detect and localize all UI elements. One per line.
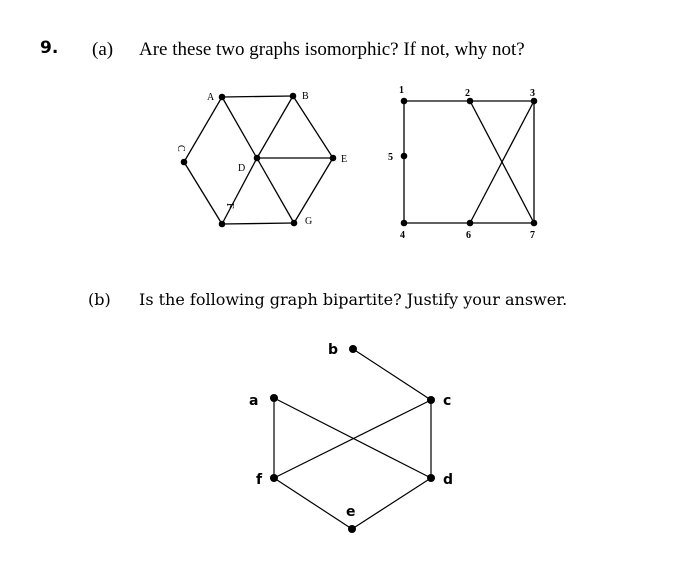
graph-2-vertices — [401, 98, 538, 227]
graph-1-vertices — [181, 93, 337, 228]
vertex-label-A: A — [207, 92, 215, 103]
part-a-label: (a) — [92, 39, 114, 60]
vertex-label-e: e — [346, 504, 356, 520]
vertex-label-2: 2 — [465, 88, 470, 99]
vertex-label-E: E — [341, 154, 348, 165]
vertex-a — [270, 394, 278, 402]
graph-3 — [274, 349, 431, 529]
vertex-C — [181, 159, 188, 166]
vertex-label-4: 4 — [400, 230, 405, 241]
edge-F-G — [222, 223, 294, 224]
vertex-label-1: 1 — [399, 85, 404, 96]
edge-b-c — [353, 349, 431, 400]
graph-1-labels — [175, 91, 347, 227]
vertex-1 — [401, 98, 408, 105]
vertex-label-F: F — [224, 203, 235, 209]
graph-2-labels — [388, 85, 535, 241]
vertex-b — [349, 345, 357, 353]
vertex-7 — [531, 220, 538, 227]
vertex-G — [291, 220, 298, 227]
edge-d-e — [352, 478, 431, 529]
edge-E-G — [294, 158, 333, 223]
edge-B-D — [257, 96, 293, 158]
vertex-4 — [401, 220, 408, 227]
vertex-f — [270, 474, 278, 482]
vertex-E — [330, 155, 337, 162]
vertex-d — [427, 474, 435, 482]
part-b-label: (b) — [88, 290, 111, 309]
edge-B-E — [293, 96, 333, 158]
vertex-D — [254, 155, 261, 162]
vertex-label-d: d — [443, 472, 454, 488]
vertex-label-3: 3 — [530, 88, 535, 99]
vertex-label-6: 6 — [466, 230, 471, 241]
vertex-label-5: 5 — [388, 152, 393, 163]
edge-C-F — [184, 162, 222, 224]
vertex-label-a: a — [249, 393, 259, 409]
vertex-B — [290, 93, 297, 100]
vertex-label-C: C — [175, 145, 186, 152]
edge-A-C — [184, 97, 222, 162]
part-b-question: Is the following graph bipartite? Justify your answer. — [139, 290, 568, 309]
vertex-A — [219, 94, 226, 101]
vertex-label-7: 7 — [530, 230, 535, 241]
graph-3-labels — [249, 342, 453, 520]
vertex-label-f: f — [256, 472, 263, 488]
edge-A-B — [222, 96, 293, 97]
graph-2 — [404, 101, 534, 223]
vertex-F — [219, 221, 226, 228]
vertex-label-B: B — [302, 91, 309, 102]
part-a-question: Are these two graphs isomorphic? If not, why not? — [139, 39, 525, 60]
edge-f-e — [274, 478, 352, 529]
vertex-6 — [467, 220, 474, 227]
vertex-label-c: c — [443, 393, 452, 409]
vertex-e — [348, 525, 356, 533]
vertex-5 — [401, 153, 408, 160]
vertex-c — [427, 396, 435, 404]
vertex-label-b: b — [328, 342, 339, 358]
vertex-label-G: G — [305, 216, 313, 227]
question-number: 9. — [40, 38, 59, 58]
vertex-label-D: D — [238, 163, 246, 174]
